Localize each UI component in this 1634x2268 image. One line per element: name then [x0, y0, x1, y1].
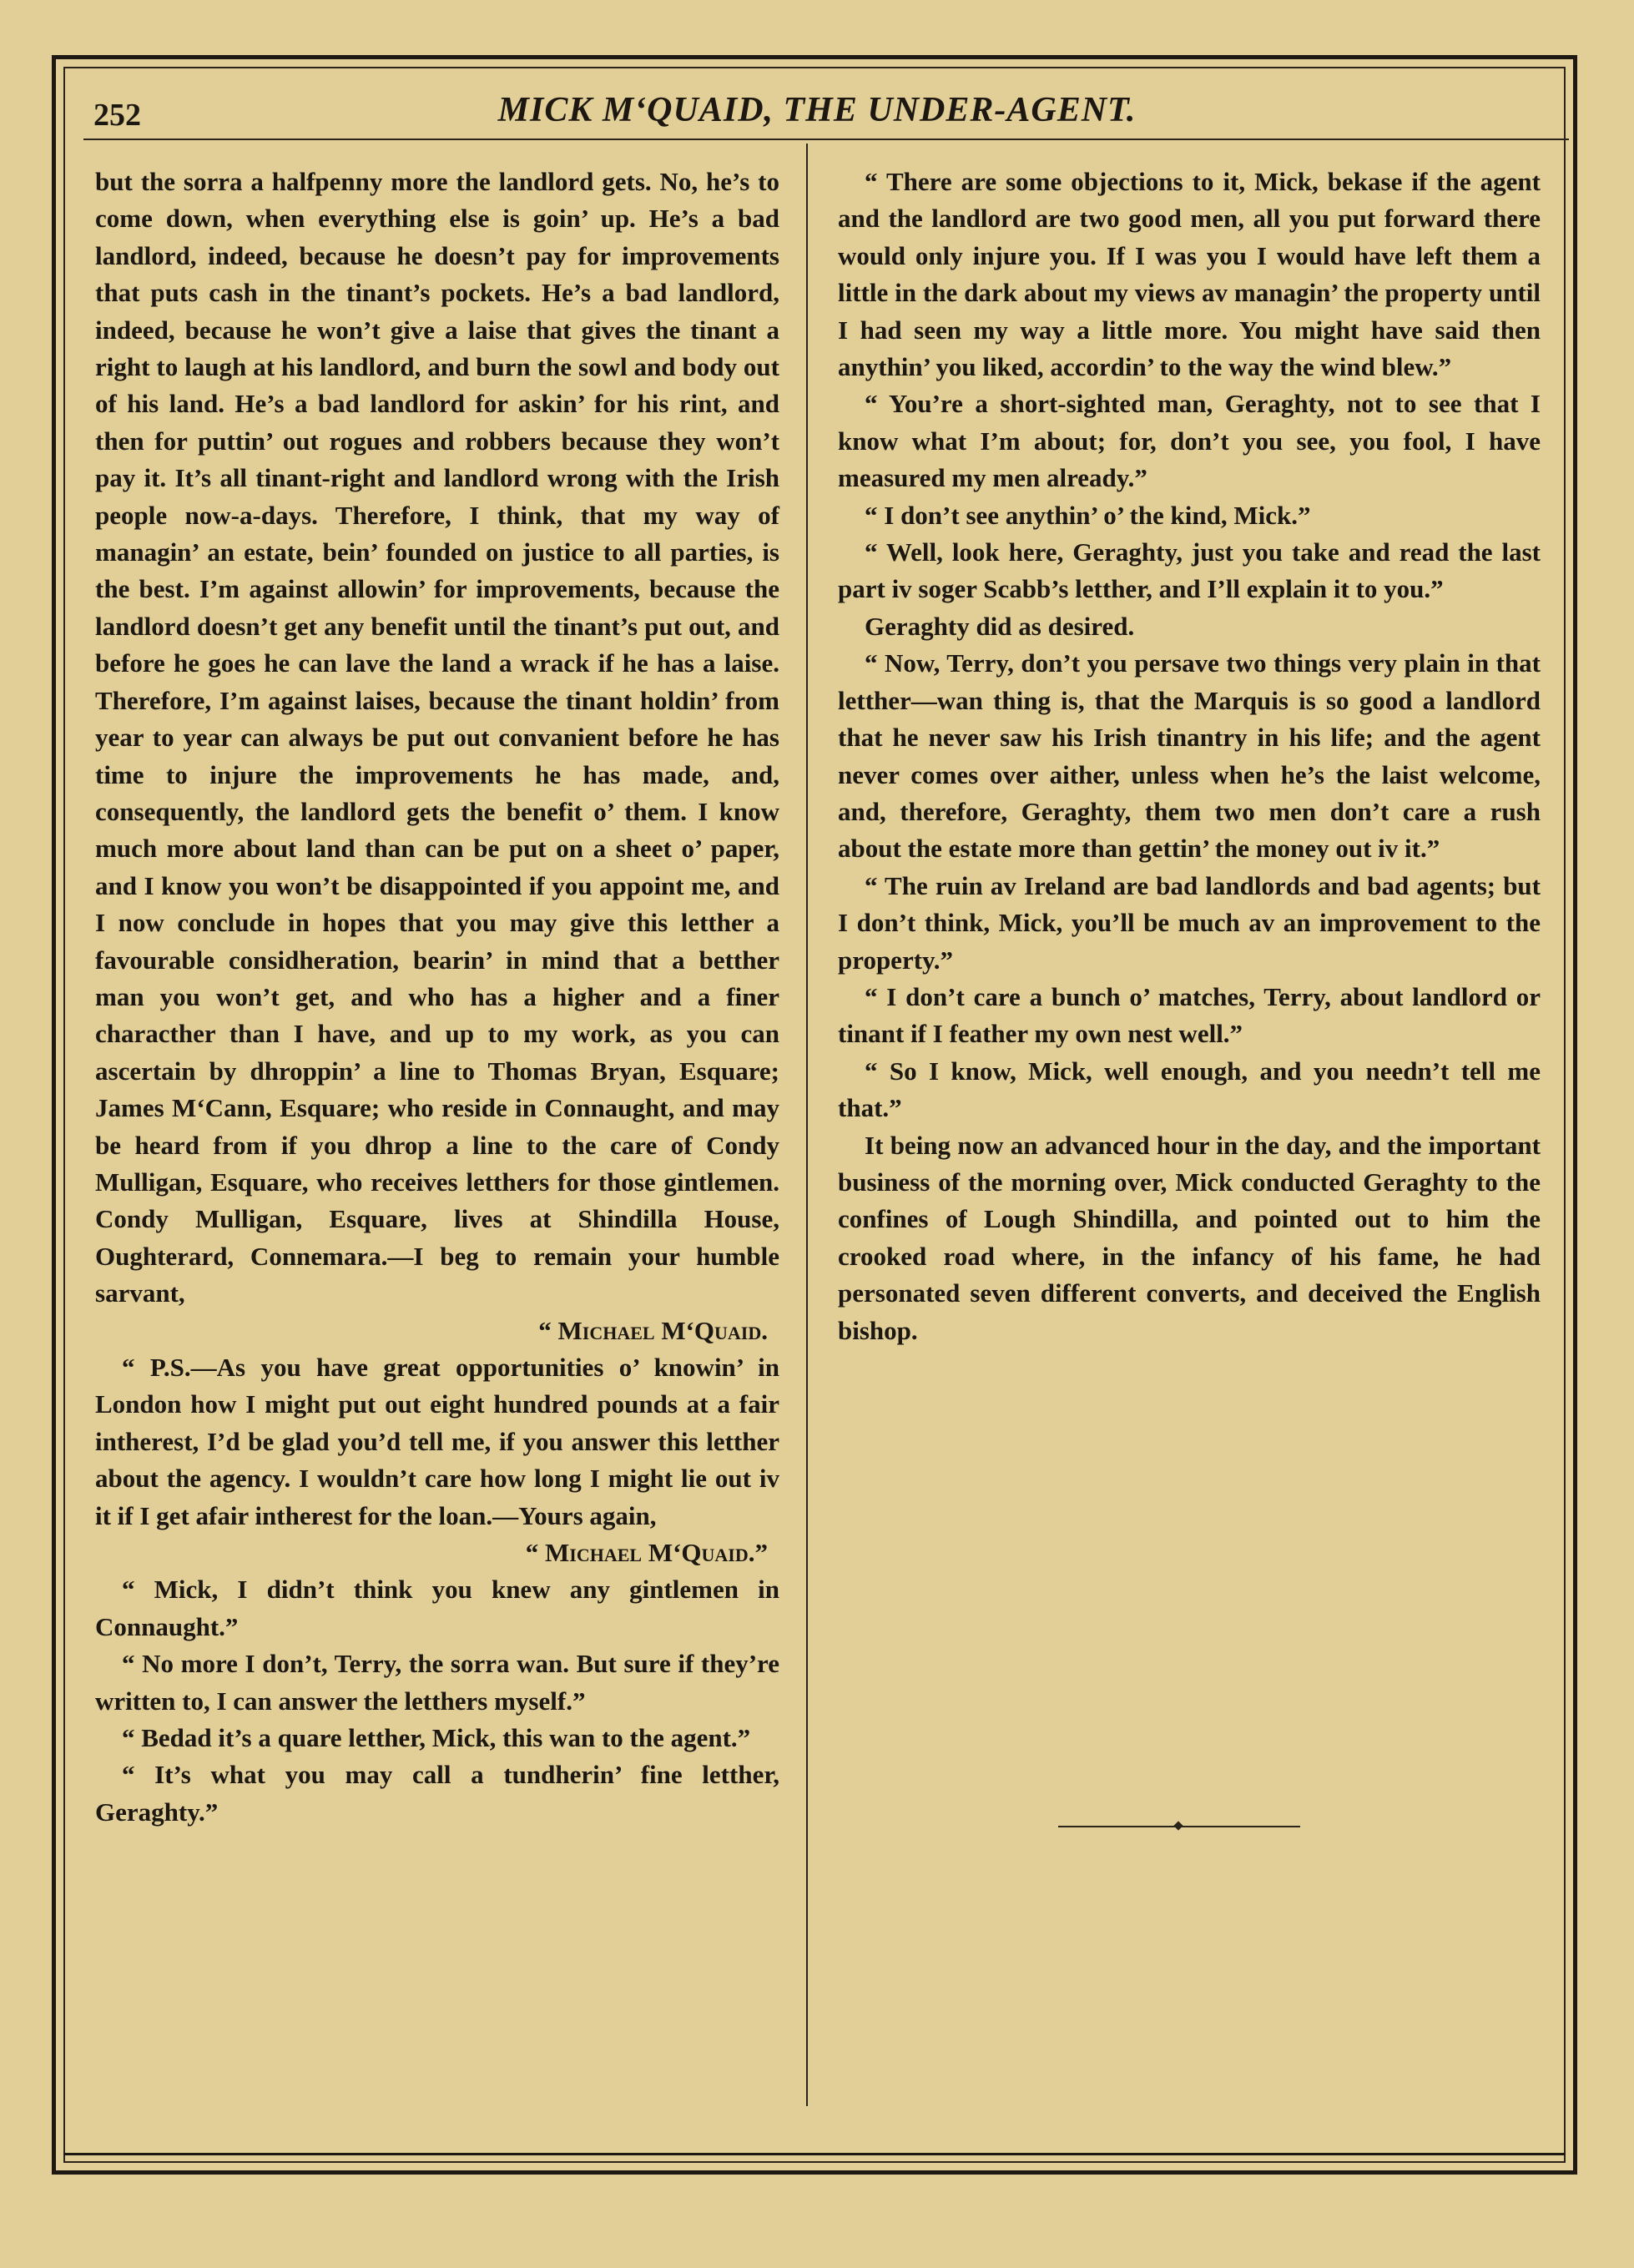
paragraph: “ No more I don’t, Terry, the sorra wan. But sure if they’re written to, I can answer the letthers myself.”: [95, 1649, 779, 1716]
page-number: 252: [93, 98, 141, 133]
paragraph: “ Now, Terry, don’t you persave two things very plain in that letther—wan thing is, that the Marquis is so good a landlord that he never saw his Irish tinantry in his life; and the agent never comes over aither, unless when he’s the laist welcome, and, therefore, Geraghty, them two men don’t care a rush about the estate more than gettin’ the money out iv it.”: [838, 648, 1541, 864]
column-divider: [806, 144, 808, 2106]
paragraph: “ I don’t care a bunch o’ matches, Terry, about landlord or tinant if I feather my own nest well.”: [838, 981, 1541, 1049]
paragraph: “ I don’t see anythin’ o’ the kind, Mick.”: [865, 500, 1311, 530]
paragraph: but the sorra a halfpenny more the landlord gets. No, he’s to come down, when everything else is goin’ up. He’s a bad landlord, indeed, because he doesn’t pay for improvements that puts cash in the tinant’s pockets. He’s a bad landlord, indeed, because he won’t give a laise that gives the tinant a right to laugh at his landlord, and burn the sowl and body out of his land. He’s a bad landlord for askin’ for his rint, and then for puttin’ out rogues and robbers because they won’t pay it. It’s all tinant-right and landlord wrong with the Irish people now-a-days. Therefore, I think, that my way of managin’ an estate, bein’ founded on justice to all parties, is the best. I’m against allowin’ for improvements, because the landlord doesn’t get any benefit until the tinant’s put out, and before he goes he can lave the land a wrack if he has a laise. Therefore, I’m against laises, because the tinant holdin’ from year to year can always be put out convanient before he has time to injure the improvements he has made, and, consequently, the landlord gets the benefit o’ them. I know much more about land than can be put on a sheet o’ paper, and I know you won’t be disappointed if you appoint me, and I now conclude in hopes that you may give this letther a favourable considheration, bearin’ in mind that a betther man you won’t get, and who has a higher and a finer characther than I have, and up to my work, as you can ascertain by dhroppin’ a line to Thomas Bryan, Esquare; James M‘Cann, Esquare; who reside in Connaught, and may be heard from if you dhrop a line to the care of Condy Mulligan, Esquare, who receives letthers for those gintlemen. Condy Mulligan, Esquare, lives at Shindilla House, Oughterard, Connemara.—I beg to remain your humble sarvant,: [95, 167, 779, 1308]
paragraph: “ Well, look here, Geraghty, just you take and read the last part iv soger Scabb’s letther, and I’ll explain it to you.”: [838, 537, 1541, 604]
paragraph: “ You’re a short-sighted man, Geraghty, not to see that I know what I’m about; for, don’t you see, you fool, I have measured my men already.”: [838, 389, 1541, 493]
paragraph: “ There are some objections to it, Mick, bekase if the agent and the landlord are two good men, all you put forward there would only injure you. If I was you I would have left them a little in the dark about my views av managin’ the property until I had seen my way a little more. You might have said then anythin’ you liked, accordin’ to the way the wind blew.”: [838, 167, 1541, 382]
bottom-rule: [63, 2153, 1566, 2155]
signature: “ Michael M‘Quaid.”: [525, 1538, 768, 1568]
paragraph: “ The ruin av Ireland are bad landlords and bad agents; but I don’t think, Mick, you’ll be much av an improvement to the property.”: [838, 870, 1541, 975]
right-column: [838, 164, 1541, 1349]
header-rule: [83, 139, 1569, 140]
paragraph: “ Bedad it’s a quare letther, Mick, this wan to the agent.”: [122, 1723, 751, 1753]
paragraph: It being now an advanced hour in the day, and the important business of the morning over, Mick conducted Geraghty to the confines of Lough Shindilla, and pointed out to him the crooked road where, in the infancy of his fame, he had personated seven different converts, and deceived the English bishop.: [838, 1130, 1541, 1345]
running-title: MICK M‘QUAID, THE UNDER-AGENT.: [497, 91, 1137, 129]
left-column: [95, 164, 779, 1831]
paragraph: “ Mick, I didn’t think you knew any gintlemen in Connaught.”: [95, 1575, 779, 1641]
signature: “ Michael M‘Quaid.: [538, 1315, 768, 1345]
paragraph: “ So I know, Mick, well enough, and you needn’t tell me that.”: [838, 1056, 1541, 1123]
paragraph: Geraghty did as desired.: [865, 611, 1135, 641]
paragraph: “ It’s what you may call a tundherin’ fine letther, Geraghty.”: [95, 1760, 779, 1827]
paragraph: “ P.S.—As you have great opportunities o’ knowin’ in London how I might put out eight hundred pounds at a fair intherest, I’d be glad you’d tell me, if you answer this letther about the agency. I wouldn’t care how long I might lie out iv it if I get afair intherest for the loan.—Yours again,: [95, 1353, 779, 1530]
